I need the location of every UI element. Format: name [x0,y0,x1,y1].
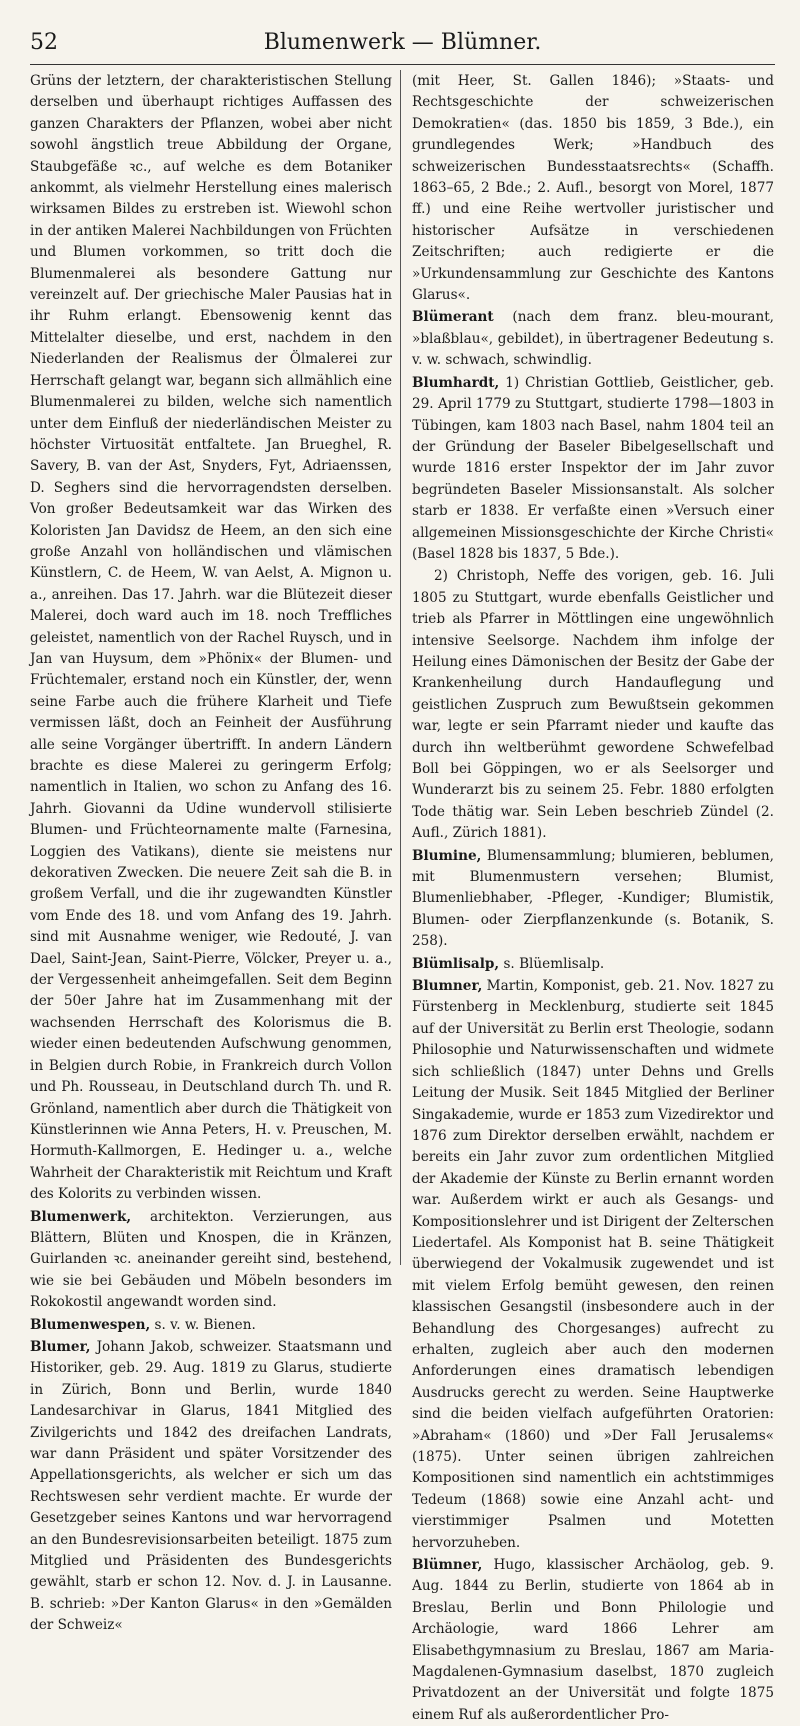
entry-blumer [30,1337,392,1637]
entry-head: Blümerant [412,309,494,326]
column-divider [400,70,401,1265]
entry-bluemner [412,1555,774,1726]
entry-head: Blümner, [412,1557,483,1574]
right-column [412,70,774,1723]
entry-text: Martin, Komponist, geb. 21. Nov. 1827 zu Fürstenberg in Mecklenburg, studierte seit 1845 auf der Universität zu Berlin erst Theologie, sodann Philosophie und Naturwissenschaften und widmete sich schließlich (1847) unter Dehns und Grells Leitung der Musik. Seit 1845 Mitglied der Berliner Singakademie, wurde er 1853 zum Vizedirektor und 1876 zum Direktor derselben erwählt, nachdem er bereits ein Jahr zuvor zum ordentlichen Mitglied der Akademie der Künste zu Berlin ernannt worden war. Außerdem wirkt er auch als Gesangs- und Kompositionslehrer und ist Dirigent der Zelterschen Liedertafel. Als Komponist hat B. seine Thätigkeit überwiegend der Vokalmusik zugewendet und ist mit vielem Erfolg bemüht gewesen, den reinen klassischen Gesangstil (insbesondere auch in der Behandlung des Chorgesanges) aufrecht zu erhalten, zugleich aber auch den modernen Anforderungen eines dramatisch lebendigen Ausdrucks gerecht zu werden. Seine Hauptwerke sind die beiden vielfach aufgeführten Oratorien: »Abraham« (1860) und »Der Fall Jerusalems« (1875). Unter seinen übrigen zahlreichen Kompositionen sind namentlich ein achtstimmiges Tedeum (1868) sowie eine Anzahl acht- und vierstimmiger Psalmen und Motetten hervorzuheben. [412,978,774,1551]
entry-blumenwespen [30,1315,392,1336]
entry-blumner [412,976,774,1554]
entry-bluemlisalp [412,954,774,975]
entry-text: Johann Jakob, schweizer. Staatsmann und Historiker, geb. 29. Aug. 1819 zu Glarus, studierte in Zürich, Bonn und Berlin, wurde 1840 Landesarchivar in Glarus, 1841 Mitglied des Zivilgerichts und 1842 des dreifachen Landrats, war dann Präsident und später Vorsitzender des Appellationsgerichts, als welcher er sich um das Rechtswesen sehr verdient machte. Er wurde der Gesetzgeber seines Kantons und war hervorragend an den Bundesrevisionsarbeiten beteiligt. 1875 zum Mitglied und Präsidenten des Bundesgerichts gewählt, starb er schon 12. Nov. d. J. in Lausanne. B. schrieb: »Der Kanton Glarus« in den »Gemälden der Schweiz« [30,1338,392,1634]
entry-blumenmalerei-continued [30,71,392,1206]
entry-text: (nach dem franz. bleu-mourant, »blaßblau«, gebildet), in übertragener Bedeutung s. v. w. schwach, schwindlig. [412,309,774,369]
entry-head: Blumner, [412,978,483,995]
entry-head: Blumine, [412,847,482,864]
entry-blumine [412,846,774,953]
entry-head: Blumenwespen, [30,1316,151,1333]
entry-text: s. v. w. Bienen. [150,1316,256,1333]
page-number: 52 [30,30,58,55]
entry-blumer-continued [412,71,774,306]
entry-head: Blumenwerk, [30,1208,132,1225]
entry-text: s. Blüemlisalp. [499,955,605,972]
entry-blumenwerk [30,1207,392,1314]
page-header [30,26,775,62]
entry-text: Grüns der letztern, der charakteristischen Stellung derselben und überhaupt richtiges Auffassen des ganzen Charakters der Pflanzen, wobei aber nicht sowohl ängstlich treue Abbildung der Organe, Staubgefäße ꝛc., auf welche es dem Botaniker ankommt, als vielmehr Herstellung eines malerisch wirksamen Bildes zu erstreben ist. Wiewohl schon in der antiken Malerei Nachbildungen von Früchten und Blumen vorkommen, so tritt doch die Blumenmalerei als besondere Gattung nur vereinzelt auf. Der griechische Maler Pausias hat in ihr Ruhm erlangt. Ebensowenig kennt das Mittelalter dieselbe, und erst, nachdem in den Niederlanden der Realismus der Ölmalerei zur Herrschaft gelangt war, begann sich allmählich eine Blumenmalerei zu bilden, welche sich namentlich unter dem Einfluß der niederländischen Meister zu höchster Virtuosität entfaltete. Jan Brueghel, R. Savery, B. van der Ast, Snyders, Fyt, Adriaenssen, D. Seghers sind die hervorragendsten derselben. Von großer Bedeutsamkeit war das Wirken des Koloristen Jan Davidsz de Heem, an den sich eine große Anzahl von holländischen und vlämischen Künstlern, C. de Heem, W. van Aelst, A. Mignon u. a., anreihen. Das 17. Jahrh. war die Blütezeit dieser Malerei, doch ward auch im 18. noch Treffliches geleistet, namentlich von der Rachel Ruysch, und in Jan van Huysum, dem »Phönix« der Blumen- und Früchtemaler, erstand noch ein Künstler, der, wenn seine Farbe auch die frühere Klarheit und Tiefe vermissen läßt, doch an Feinheit der Ausführung alle seine Vorgänger übertrifft. In andern Ländern brachte es diese Malerei zu geringerm Erfolg; namentlich in Italien, wo schon zu Anfang des 16. Jahrh. Giovanni da Udine wundervoll stilisierte Blumen- und Früchteornamente malte (Farnesina, Loggien des Vatikans), diente sie meistens nur dekorativen Zwecken. Die neuere Zeit sah die B. in großem Verfall, und die ihr zugewandten Künstler vom Ende des 18. und vom Anfang des 19. Jahrh. sind mit Ausnahme weniger, wie Redouté, J. van Dael, Saint-Jean, Saint-Pierre, Völcker, Preyer u. a., der Vergessenheit anheimgefallen. Seit dem Beginn der 50er Jahre hat im Zusammenhang mit der wachsenden Herrschaft des Kolorismus die B. wieder einen bedeutenden Aufschwung genommen, in Belgien durch Robie, in Frankreich durch Vollon und Ph. Rousseau, in Deutschland durch Th. und R. Grönland, namentlich aber durch die Thätigkeit von Künstlerinnen wie Anna Peters, H. v. Preuschen, M. Hormuth-Kallmorgen, E. Hedinger u. a., welche Wahrheit der Charakteristik mit Reichtum und Kraft des Kolorits zu verbinden wissen. [30,73,392,1203]
entry-head: Blumhardt, [412,374,500,391]
entry-blumhardt-christoph [412,566,774,844]
entry-text: Hugo, klassischer Archäolog, geb. 9. Aug. 1844 zu Berlin, studierte von 1864 ab in Breslau, Berlin und Bonn Philologie und Archäologie, ward 1866 Lehrer am Elisabethgymnasium zu Breslau, 1867 am Maria-Magdalenen-Gymnasium daselbst, 1870 zugleich Privatdozent an der Universität und folgte 1875 einem Ruf als außerordentlicher Pro- [412,1557,774,1723]
entry-text: architekton. Verzierungen, aus Blättern, Blüten und Knospen, die in Kränzen, Guirlanden ꝛc. aneinander gereiht sind, bestehend, wie sie bei Gebäuden und Möbeln besonders im Rokokostil angewandt worden sind. [30,1208,392,1311]
entry-blumhardt [412,373,774,566]
entry-text: 1) Christian Gottlieb, Geistlicher, geb. 29. April 1779 zu Stuttgart, studierte 1798—1803 in Tübingen, kam 1803 nach Basel, nahm 1804 teil an der Gründung der Baseler Bibelgesellschaft und wurde 1816 erster Inspektor der im Jahr zuvor begründeten Baseler Missionsanstalt. Als solcher starb er 1838. Er verfaßte einen »Versuch einer allgemeinen Missionsgeschichte der Kirche Christi« (Basel 1828 bis 1837, 5 Bde.). [412,374,774,562]
entry-bluemerant [412,307,774,371]
entry-text: Blumensammlung; blumieren, beblumen, mit Blumenmustern versehen; Blumist, Blumenliebhaber, -Pfleger, -Kundiger; Blumistik, Blumen- oder Zierpflanzenkunde (s. Botanik, S. 258). [412,847,774,950]
entry-head: Blümlisalp, [412,955,500,972]
header-rule [30,64,775,65]
entry-text: 2) Christoph, Neffe des vorigen, geb. 16. Juli 1805 zu Stuttgart, wurde ebenfalls Geistlicher und trieb als Pfarrer in Möttlingen eine ungewöhnlich intensive Seelsorge. Nachdem ihm infolge der Heilung eines Dämonischen der Besitz der Gabe der Krankenheilung durch Handauflegung und geistlichen Zuspruch zum Bewußtsein gekommen war, legte er sein Pfarramt nieder und kaufte das durch ihn weltberühmt gewordene Schwefelbad Boll bei Göppingen, wo er als Seelsorger und Wunderarzt bis zu seinem 25. Febr. 1880 erfolgten Tode thätig war. Sein Leben beschrieb Zündel (2. Aufl., Zürich 1881). [412,568,774,842]
entry-text: (mit Heer, St. Gallen 1846); »Staats- und Rechtsgeschichte der schweizerischen Demokratien« (das. 1850 bis 1859, 3 Bde.), ein grundlegendes Werk; »Handbuch des schweizerischen Bundesstaatsrechts« (Schaffh. 1863–65, 2 Bde.; 2. Aufl., besorgt von Morel, 1877 ff.) und eine Reihe wertvoller juristischer und historischer Aufsätze in verschiedenen Zeitschriften; auch redigierte er die »Urkundensammlung zur Geschichte des Kantons Glarus«. [412,73,774,304]
left-column [30,70,392,1634]
entry-head: Blumer, [30,1338,91,1355]
running-head: Blumenwerk — Blümner. [263,30,542,55]
